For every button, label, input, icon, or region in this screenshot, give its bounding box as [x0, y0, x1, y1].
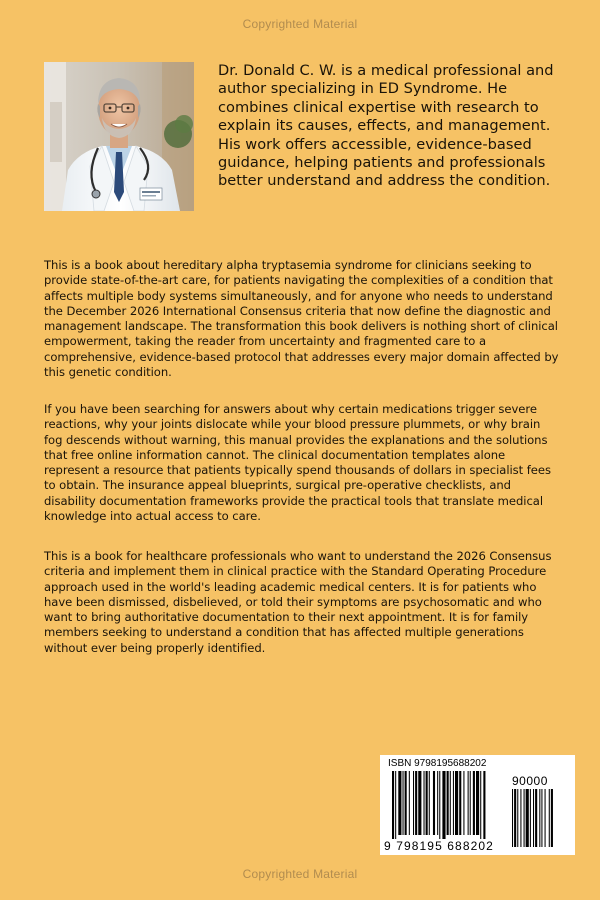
author-bio: Dr. Donald C. W. is a medical professional and author specializing in ED Syndrome. He combines clinical expertise with research to explain its causes, effects, and management. His work offers accessible, evidence-based guidance, helping patients and professionals better understand and address the condition. — [218, 62, 554, 190]
barcode-bar — [480, 771, 481, 839]
barcode-bar — [426, 771, 428, 835]
description-paragraph-1: This is a book about hereditary alpha tryptasemia syndrome for clinicians seeking to provide state-of-the-art care, for patients navigating the complexities of a condition that affects multiple body systems simultaneously, and for anyone who needs to understand the December 2026 International Consensus criteria that now define the diagnostic and management landscape. The transformation this book delivers is nothing short of clinical empowerment, taking the reader from uncertainty and fragmented care to a comprehensive, evidence-based protocol that addresses every major domain affected by this genetic condition. — [44, 258, 559, 380]
barcode-bar — [398, 771, 401, 835]
addon-barcode-bar — [551, 789, 553, 847]
addon-barcode-bar — [539, 789, 540, 847]
main-barcode-bars — [392, 771, 485, 839]
barcode-bar — [433, 771, 435, 835]
addon-barcode-bar — [533, 789, 534, 847]
addon-barcode-bar — [549, 789, 550, 847]
addon-barcode-bar — [520, 789, 521, 847]
barcode-bar — [453, 771, 454, 835]
copyright-watermark-top: Copyrighted Material — [242, 17, 358, 31]
barcode-bar — [413, 771, 414, 835]
author-portrait-icon — [44, 62, 194, 211]
barcode-bar — [415, 771, 417, 835]
addon-barcode-bar — [512, 789, 513, 847]
price-code: 90000 — [512, 774, 548, 788]
barcode-bar — [442, 771, 445, 839]
author-photo — [44, 62, 194, 211]
barcode-bar — [409, 771, 410, 835]
addon-barcode-bar — [545, 789, 546, 847]
barcode-bar — [447, 771, 449, 835]
barcode-bar — [405, 771, 407, 835]
addon-barcode-bar — [517, 789, 518, 847]
barcode-bar — [455, 771, 458, 835]
barcode-bar — [463, 771, 464, 835]
barcode-bar — [392, 771, 394, 839]
copyright-watermark-bottom: Copyrighted Material — [242, 867, 358, 881]
barcode-bar — [439, 771, 440, 839]
barcode-bar — [459, 771, 461, 835]
barcode-bar — [468, 771, 469, 835]
isbn-digits: 9 798195 688202 — [384, 839, 494, 853]
barcode-bar — [483, 771, 485, 839]
barcode-bar — [470, 771, 471, 835]
barcode-bar — [429, 771, 430, 835]
barcode-bar — [437, 771, 438, 835]
addon-barcode-bar — [514, 789, 516, 847]
isbn-barcode-box — [380, 755, 575, 855]
addon-barcode-bar — [530, 789, 531, 847]
addon-barcode-bar — [535, 789, 537, 847]
barcode-bar — [450, 771, 451, 835]
barcode-bar — [424, 771, 425, 835]
addon-barcode-bar — [526, 789, 529, 847]
addon-barcode-bar — [541, 789, 542, 847]
barcode-bar — [473, 771, 475, 835]
barcode-bar — [418, 771, 421, 835]
barcode-bar — [476, 771, 479, 835]
addon-barcode-bars — [512, 789, 553, 847]
description-paragraph-2: If you have been searching for answers about why certain medications trigger severe reactions, why your joints dislocate while your blood pressure plummets, or why brain fog descends without warning, this manual provides the explanations and the solutions that free online information cannot. The clinical documentation templates alone represent a resource that patients typically spend thousands of dollars in specialist fees to obtain. The insurance appeal blueprints, surgical pre-operative checklists, and disability documentation frameworks provide the practical tools that translate medical knowledge into actual access to care. — [44, 402, 551, 524]
barcode-bar — [395, 771, 396, 839]
description-paragraph-3: This is a book for healthcare professionals who want to understand the 2026 Consensus criteria and implement them in clinical practice with the Standard Operating Procedure approach used in the world's leading academic medical centers. It is for patients who have been dismissed, disbelieved, or told their symptoms are psychosomatic and who want to bring authoritative documentation to their next appointment. It is for family members seeking to understand a condition that has affected multiple generations without ever being properly identified. — [44, 549, 552, 655]
addon-barcode-bar — [524, 789, 525, 847]
isbn-label: ISBN 9798195688202 — [388, 758, 487, 769]
barcode-bar — [403, 771, 404, 835]
